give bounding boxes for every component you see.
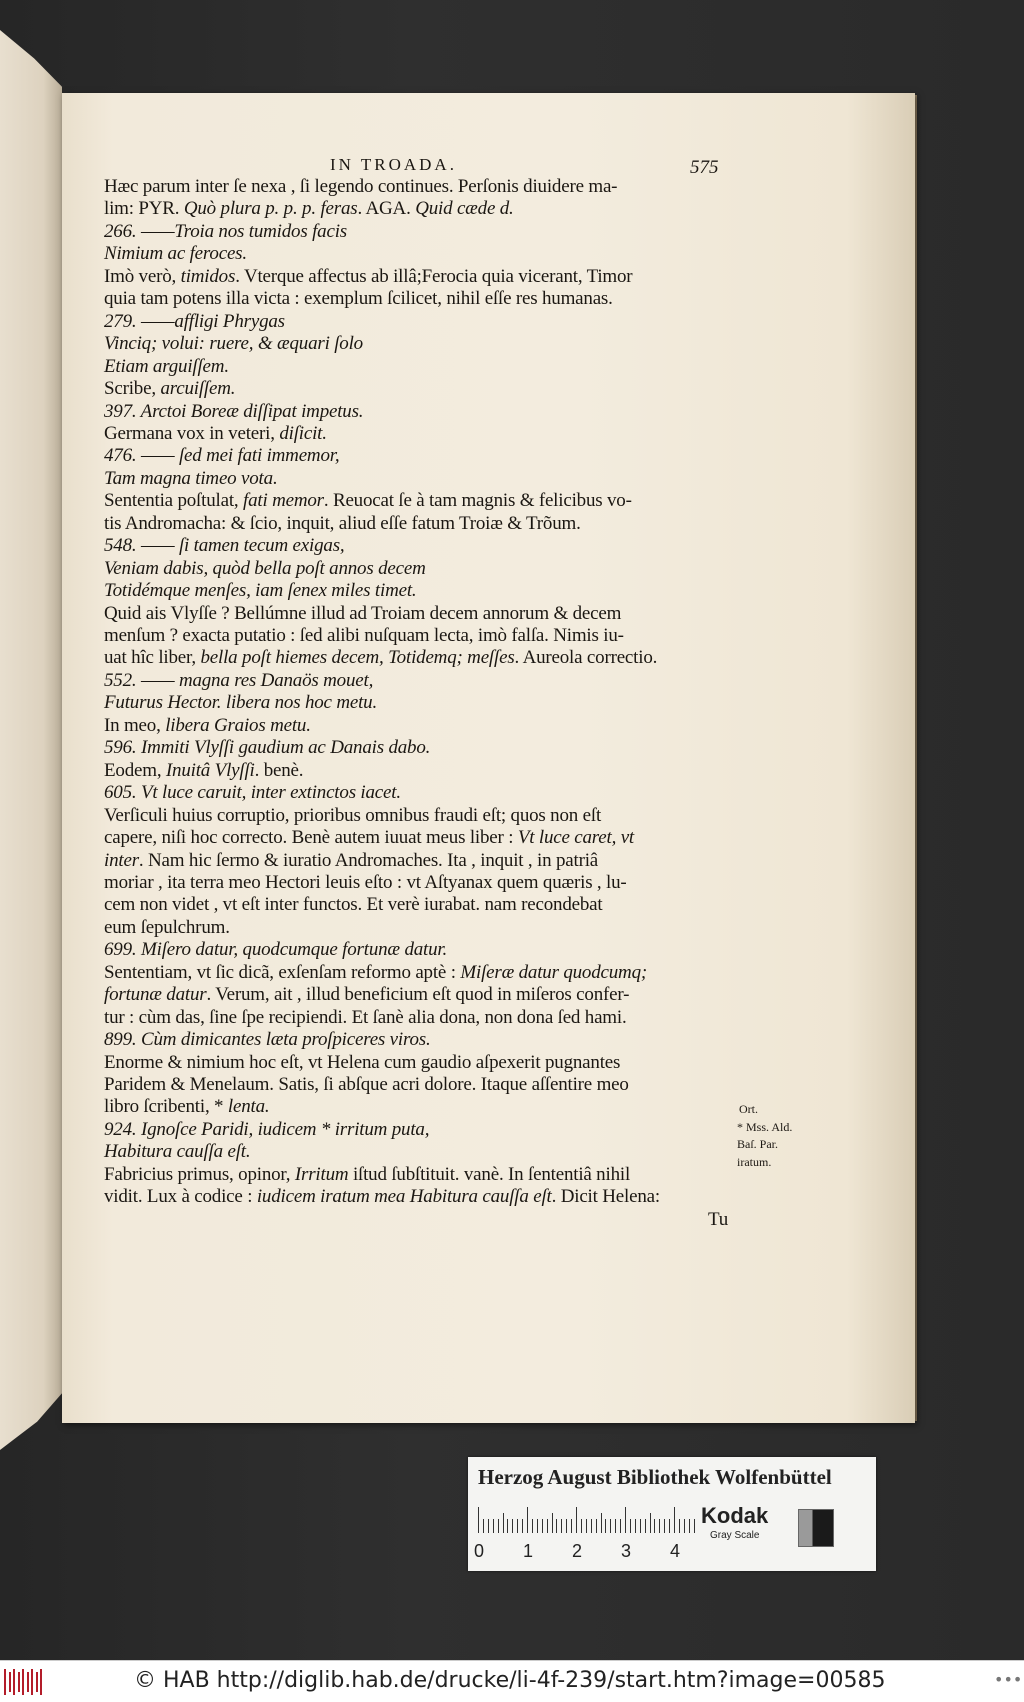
- roman-text: Fabricius primus, opinor,: [104, 1163, 295, 1185]
- text-line: [104, 737, 430, 759]
- ruler-tick: [591, 1519, 592, 1533]
- text-line: [104, 243, 247, 265]
- italic-text: —— magna res Danaös mouet,: [136, 669, 374, 691]
- ruler-tick: [522, 1519, 523, 1533]
- more-options-icon[interactable]: •••: [994, 1670, 1023, 1689]
- marginal-note: Baſ. Par.: [737, 1137, 778, 1151]
- ruler-tick: [635, 1519, 636, 1533]
- ruler-number: 4: [670, 1541, 681, 1561]
- roman-text: libro ſcribenti, *: [104, 1096, 228, 1118]
- ruler-tick: [527, 1507, 528, 1533]
- text-line: [104, 805, 601, 827]
- ruler-tick: [532, 1519, 533, 1533]
- roman-text: GA: [379, 198, 407, 220]
- text-line: [104, 692, 377, 714]
- italic-text: diſicit.: [279, 422, 327, 444]
- text-line: [104, 311, 285, 333]
- roman-text: YR: [148, 198, 175, 220]
- italic-text: ——Troia nos tumidos facis: [136, 220, 347, 242]
- ruler-tick: [630, 1519, 631, 1533]
- italic-text: arcuiſſem.: [160, 378, 236, 400]
- ruler-tick: [507, 1519, 508, 1533]
- italic-text: 899.: [104, 1029, 137, 1051]
- roman-text: .: [406, 198, 416, 220]
- ruler-tick: [542, 1519, 543, 1533]
- text-line: [104, 1096, 269, 1118]
- italic-text: Cùm dimicantes læta proſpiceres viros.: [136, 1029, 431, 1051]
- hab-logo-icon: [4, 1669, 46, 1695]
- italic-text: Miſero datur, quodcumque fortunæ datur.: [136, 939, 448, 961]
- roman-text: Quid ais Vlyſſe ? Bellúmne illud ad Troiam decem annorum & decem: [104, 602, 622, 624]
- text-line: [104, 266, 632, 288]
- ruler-tick: [640, 1519, 641, 1533]
- italic-text: 397.: [104, 400, 137, 422]
- ruler-tick: [645, 1519, 646, 1533]
- italic-text: 548.: [104, 535, 137, 557]
- text-line: [104, 894, 603, 916]
- ruler-tick: [601, 1513, 602, 1533]
- italic-text: Quò plura p. p. p. feras: [183, 198, 358, 220]
- gray-scale-patch: [798, 1509, 834, 1547]
- italic-text: Vinciq; volui: ruere, & æquari ſolo: [104, 333, 363, 355]
- text-line: [104, 423, 327, 445]
- italic-text: 596.: [104, 737, 137, 759]
- logo-bar: [31, 1669, 33, 1695]
- text-line: [104, 580, 416, 602]
- italic-text: timidos: [180, 265, 236, 287]
- italic-text: Vt luce caruit, inter extinctos iacet.: [136, 782, 401, 804]
- italic-text: inter: [104, 849, 139, 871]
- text-line: [104, 917, 230, 939]
- roman-text: moriar , ita terra meo Hectori leuis eſto : vt Aſtyanax quem quæris , lu-: [104, 871, 627, 893]
- roman-text: menſum ? exacta putatio : ſed alibi nuſquam lecta, imò falſa. Nimis iu-: [104, 625, 624, 646]
- text-line: [104, 715, 311, 737]
- ruler-tick: [689, 1519, 690, 1533]
- italic-text: Immiti Vlyſſi gaudium ac Danais dabo.: [136, 737, 431, 759]
- text-line: [104, 1119, 429, 1141]
- ruler-tick: [561, 1519, 562, 1533]
- text-line: [104, 288, 613, 310]
- text-line: [104, 513, 581, 535]
- italic-text: Miſeræ datur quodcumq;: [460, 961, 647, 983]
- roman-text: Germana vox in veteri,: [104, 422, 280, 444]
- roman-text: capere, niſi hoc correcto. Benè autem iuuat meus liber :: [104, 827, 518, 849]
- italic-text: Habitura cauſſa eſt.: [104, 1141, 251, 1163]
- italic-text: libera Graios metu.: [165, 714, 311, 736]
- italic-text: Inuitâ Vlyſſi: [165, 759, 255, 781]
- text-line: [104, 378, 235, 400]
- ruler-tick: [552, 1513, 553, 1533]
- ruler-number: 0: [474, 1541, 485, 1561]
- logo-bar: [40, 1669, 42, 1695]
- text-line: [104, 468, 278, 490]
- italic-text: 699.: [104, 939, 137, 961]
- roman-text: Hæc parum inter ſe nexa , ſi legendo continues. Perſonis diuidere ma-: [104, 176, 618, 197]
- text-line: [104, 984, 629, 1006]
- roman-text: . Aureola correctio.: [514, 647, 658, 669]
- ruler-tick: [493, 1519, 494, 1533]
- roman-text: . A: [357, 198, 380, 220]
- roman-text: Eodem,: [104, 759, 166, 781]
- roman-text: tur : cùm das, ſine ſpe recipiendi. Et ſanè alia dona, non dona ſed hami.: [104, 1006, 627, 1028]
- text-line: [104, 490, 632, 512]
- logo-bar: [13, 1669, 15, 1695]
- logo-bar: [22, 1669, 24, 1695]
- italic-text: ——affligi Phrygas: [136, 310, 285, 332]
- text-line: [104, 782, 401, 804]
- text-line: [104, 939, 447, 961]
- roman-text: uat hîc liber,: [104, 647, 201, 669]
- text-line: [104, 198, 514, 220]
- ruler-tick: [517, 1519, 518, 1533]
- italic-text: 476.: [104, 445, 137, 467]
- text-line: [104, 1029, 431, 1051]
- ruler-number: 2: [572, 1541, 583, 1561]
- text-line: [104, 356, 229, 378]
- ruler-tick: [483, 1519, 484, 1533]
- text-line: [104, 1052, 620, 1074]
- text-line: [104, 1186, 660, 1208]
- italic-text: iudicem iratum mea Habitura cauſſa eſt: [256, 1186, 552, 1208]
- italic-text: 924.: [104, 1118, 137, 1140]
- text-line: [104, 221, 347, 243]
- roman-text: . benè.: [254, 759, 304, 781]
- ruler-tick: [586, 1519, 587, 1533]
- italic-text: Veniam dabis, quòd bella poſt annos decem: [104, 557, 426, 579]
- ruler-tick: [512, 1519, 513, 1533]
- roman-text: cem non videt , vt eſt inter functos. Et verè iurabat. nam recondebat: [104, 894, 603, 916]
- italic-text: Arctoi Boreæ diſſipat impetus.: [136, 400, 364, 422]
- page-number: 575: [690, 157, 719, 178]
- roman-text: Enorme & nimium hoc eſt, vt Helena cum gaudio aſpexerit pugnantes: [104, 1051, 621, 1073]
- text-line: [104, 176, 617, 198]
- text-line: [104, 401, 363, 423]
- italic-text: 279.: [104, 310, 137, 332]
- text-line: [104, 1164, 630, 1186]
- ruler-tick: [669, 1519, 670, 1533]
- logo-bar: [4, 1669, 6, 1695]
- text-line: [104, 1074, 629, 1096]
- roman-text: .: [174, 198, 184, 220]
- text-line: [104, 625, 624, 647]
- ruler-tick: [615, 1519, 616, 1533]
- ruler-tick: [571, 1519, 572, 1533]
- ruler-tick: [503, 1513, 504, 1533]
- ruler-tick: [566, 1519, 567, 1533]
- italic-text: Vt luce caret, vt: [517, 827, 635, 849]
- text-line: [104, 1007, 627, 1029]
- roman-text: iſtud ſubſtituit. vanè. In ſententiâ nihil: [348, 1163, 631, 1185]
- roman-text: Imò verò,: [104, 265, 181, 287]
- roman-text: eum ſepulchrum.: [104, 916, 230, 938]
- ruler-tick: [581, 1519, 582, 1533]
- roman-text: tis Andromacha: & ſcio, inquit, aliud eſſe fatum Troiæ & Trõum.: [104, 512, 581, 534]
- ruler-tick: [576, 1507, 577, 1533]
- italic-text: fati memor: [243, 490, 324, 512]
- ruler-tick: [605, 1519, 606, 1533]
- logo-bar: [27, 1672, 29, 1692]
- italic-text: bella poſt hiemes decem, Totidemq; meſſes: [200, 647, 515, 669]
- roman-text: Sententia poſtulat,: [104, 490, 244, 512]
- italic-text: Etiam arguiſſem.: [104, 355, 229, 377]
- italic-text: Totidémque menſes, iam ſenex miles timet.: [104, 580, 417, 602]
- text-line: [104, 603, 621, 625]
- library-name: Herzog August Bibliothek Wolfenbüttel: [478, 1465, 832, 1489]
- roman-text: Paridem & Menelaum. Satis, ſi abſque acri dolore. Itaque aſſentire meo: [104, 1074, 629, 1095]
- italic-text: —— ſed mei fati immemor,: [136, 445, 340, 467]
- ruler-tick: [556, 1519, 557, 1533]
- marginal-note: * Mss. Ald.: [737, 1120, 793, 1134]
- book-page: [62, 93, 915, 1423]
- italic-text: —— ſi tamen tecum exigas,: [136, 535, 345, 557]
- italic-text: lenta.: [227, 1096, 270, 1118]
- ruler-tick: [684, 1519, 685, 1533]
- ruler-number: 3: [621, 1541, 632, 1561]
- italic-text: Ignoſce Paridi, iudicem * irritum puta,: [136, 1118, 430, 1140]
- roman-text: . Vterque affectus ab illâ;Ferocia quia vicerant, Timor: [235, 265, 633, 287]
- italic-text: Nimium ac feroces.: [104, 243, 247, 265]
- measurement-ruler: [478, 1505, 700, 1533]
- ruler-tick: [596, 1519, 597, 1533]
- previous-page-edge: [0, 30, 62, 1450]
- roman-text: . Nam hic ſermo & iuratio Andromaches. Ita , inquit , in patriâ: [138, 849, 599, 871]
- italic-text: 605.: [104, 782, 137, 804]
- italic-text: 552.: [104, 669, 137, 691]
- copyright-url[interactable]: © HAB http://diglib.hab.de/drucke/li-4f-239/start.htm?image=00585: [134, 1668, 886, 1693]
- italic-text: Futurus Hector. libera nos hoc metu.: [104, 692, 378, 714]
- roman-text: . Dicit Helena:: [551, 1186, 660, 1208]
- italic-text: 266.: [104, 220, 137, 242]
- ruler-tick: [547, 1519, 548, 1533]
- viewer-footer: [0, 1660, 1024, 1702]
- text-line: [104, 827, 634, 849]
- roman-text: . Reuocat ſe à tam magnis & felicibus vo-: [323, 490, 632, 512]
- italic-text: Tam magna timeo vota.: [104, 467, 278, 489]
- roman-text: lim: P: [104, 198, 149, 220]
- ruler-tick: [478, 1507, 479, 1533]
- roman-text: quia tam potens illa victa : exemplum ſcilicet, nihil eſſe res humanas.: [104, 288, 613, 310]
- ruler-tick: [625, 1507, 626, 1533]
- gray-scale-label: Gray Scale: [710, 1530, 760, 1541]
- roman-text: Scribe,: [104, 378, 161, 400]
- ruler-tick: [654, 1519, 655, 1533]
- text-line: [104, 535, 344, 557]
- roman-text: In meo,: [104, 714, 166, 736]
- roman-text: Verſiculi huius corruptio, prioribus omnibus fraudi eſt; quos non eſt: [104, 804, 602, 826]
- text-line: [104, 962, 647, 984]
- logo-bar: [18, 1672, 20, 1692]
- marginal-note: Ort.: [739, 1102, 758, 1116]
- text-line: [104, 1141, 250, 1163]
- italic-text: Irritum: [294, 1163, 349, 1185]
- ruler-tick: [488, 1519, 489, 1533]
- color-card-brand: Kodak: [701, 1503, 769, 1528]
- roman-text: vidit. Lux à codice :: [104, 1186, 257, 1208]
- text-line: [104, 670, 373, 692]
- ruler-tick: [659, 1519, 660, 1533]
- italic-text: fortunæ datur: [104, 984, 207, 1006]
- ruler-tick: [610, 1519, 611, 1533]
- roman-text: Sententiam, vt ſic dicã, exſenſam reformo aptè :: [104, 961, 461, 983]
- ruler-number: 1: [523, 1541, 534, 1561]
- ruler-tick: [537, 1519, 538, 1533]
- ruler-tick: [620, 1519, 621, 1533]
- ruler-tick: [498, 1519, 499, 1533]
- text-line: [104, 872, 627, 894]
- library-label-card: [468, 1457, 876, 1571]
- text-line: [104, 558, 426, 580]
- text-line: [104, 445, 339, 467]
- text-line: [104, 760, 303, 782]
- logo-bar: [36, 1672, 38, 1692]
- italic-text: Quid cæde d.: [415, 198, 514, 220]
- ruler-tick: [664, 1519, 665, 1533]
- logo-bar: [9, 1672, 11, 1692]
- text-line: [104, 850, 598, 872]
- text-line: [104, 333, 363, 355]
- ruler-tick: [650, 1513, 651, 1533]
- ruler-tick: [674, 1507, 675, 1533]
- ruler-tick: [679, 1519, 680, 1533]
- catchword: Tu: [708, 1208, 729, 1230]
- ruler-tick: [694, 1519, 695, 1533]
- text-line: [104, 647, 657, 669]
- roman-text: . Verum, ait , illud beneficium eſt quod in miſeros confer-: [206, 984, 630, 1006]
- marginal-note: iratum.: [737, 1155, 772, 1169]
- running-head: IN TROADA.: [330, 155, 457, 174]
